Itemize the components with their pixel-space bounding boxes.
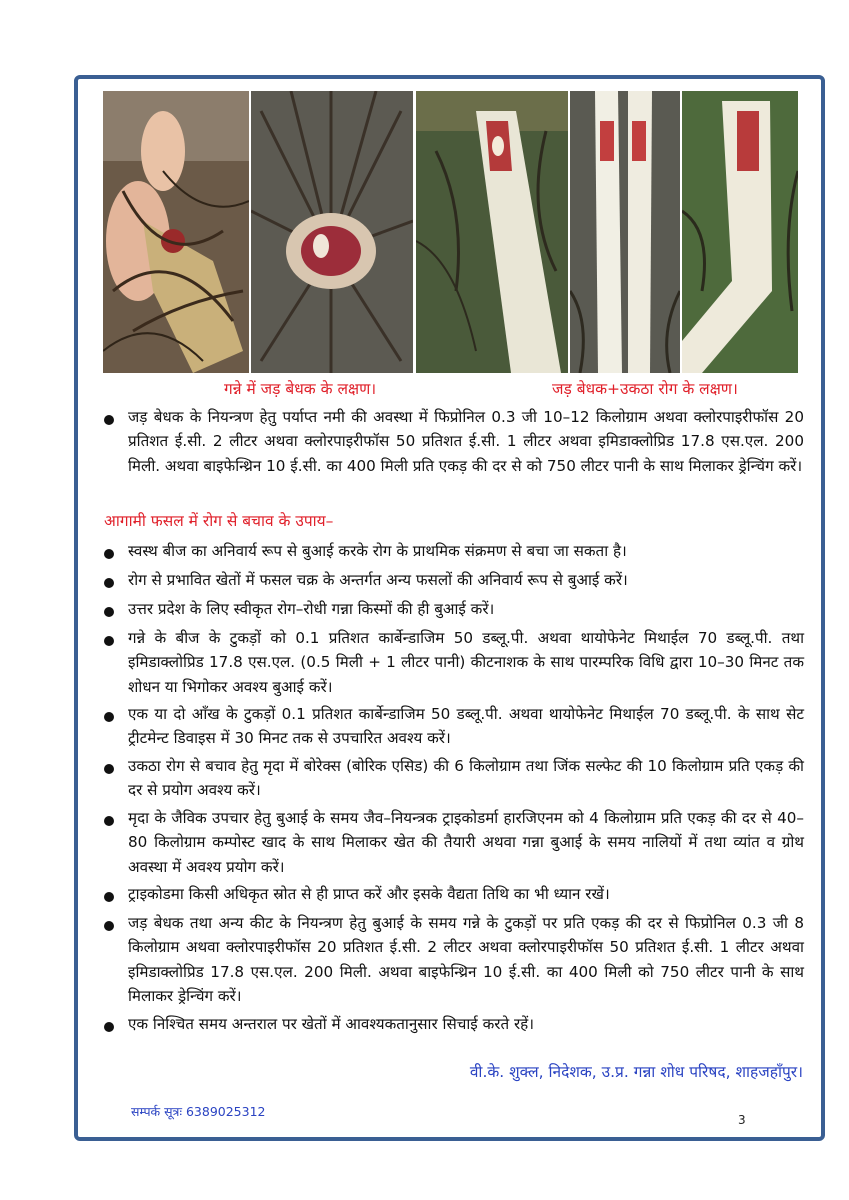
bullet-dot — [104, 578, 114, 588]
list-item: जड़ बेधक तथा अन्य कीट के नियन्त्रण हेतु बुआई के समय गन्ने के टुकड़ों पर प्रति एकड़ की दर से फिप्रोनिल 0.3 जी 8 किलोग्राम अथवा क्लोरपाइरीफॉस 20 प्रतिशत ई.सी. 2 लीटर अथवा क्लोरपाइरीफॉस 50 प्रतिशत ई.सी. 1 लीटर अथवा इमिडाक्लोप्रिड 17.8 एस.एल. 200 मिली. अथवा बाइफेन्थ्रिन 10 ई.सी. का 400 मिली को 750 लीटर पानी के साथ मिलाकर ड्रेन्चिंग करें। — [128, 914, 804, 1006]
photo-stalk-split-3 — [682, 91, 798, 373]
list-item: स्वस्थ बीज का अनिवार्य रूप से बुआई करके रोग के प्राथमिक संक्रमण से बचा जा सकता है। — [128, 542, 627, 560]
photo-stalk-split-1 — [416, 91, 568, 373]
caption-root-borer-wilt: जड़ बेधक+उकठा रोग के लक्षण। — [552, 380, 738, 398]
photo-root-borer-cross-section — [251, 91, 413, 373]
list-item: मृदा के जैविक उपचार हेतु बुआई के समय जैव–नियन्त्रक ट्राइकोडर्मा हारजिएनम को 4 किलोग्राम प्रति एकड़ की दर से 40–80 किलोग्राम कम्पोस्ट खाद के साथ मिलाकर खेत की तैयारी अथवा गन्ना बुआई के समय नालियों में तथा व्यांत व ग्रोथ अवस्था में अवश्य प्रयोग करें। — [128, 809, 804, 876]
bullet-dot — [104, 607, 114, 617]
contact-number: सम्पर्क सूत्रः 6389025312 — [131, 1104, 266, 1119]
photo-stalk-split-2 — [570, 91, 680, 373]
author-signature: वी.के. शुक्ल, निदेशक, उ.प्र. गन्ना शोध परिषद, शाहजहाँपुर। — [469, 1063, 803, 1081]
list-item: एक या दो आँख के टुकड़ों 0.1 प्रतिशत कार्बेन्डाजिम 50 डब्लू.पी. अथवा थायोफेनेट मिथाईल 70 डब्लू.पी. के साथ सेट ट्रीटमेन्ट डिवाइस में 30 मिनट तक से उपचारित अवश्य करें। — [128, 705, 804, 748]
bullet-dot — [104, 921, 114, 931]
bullet-dot — [104, 415, 114, 425]
list-item: ट्राइकोडमा किसी अधिकृत स्रोत से ही प्राप्त करें और इसके वैद्यता तिथि का भी ध्यान रखें। — [128, 885, 610, 903]
bullet-dot — [104, 1022, 114, 1032]
bullet-dot — [104, 549, 114, 559]
bullet-dot — [104, 764, 114, 774]
bullet-dot — [104, 892, 114, 902]
list-item: उकठा रोग से बचाव हेतु मृदा में बोरेक्स (बोरिक एसिड) की 6 किलोग्राम तथा जिंक सल्फेट की 10 किलोग्राम प्रति एकड़ की दर से प्रयोग अवश्य करें। — [128, 757, 804, 800]
section-heading: आगामी फसल में रोग से बचाव के उपाय– — [104, 512, 334, 530]
list-item: गन्ने के बीज के टुकड़ों को 0.1 प्रतिशत कार्बेन्डाजिम 50 डब्लू.पी. अथवा थायोफेनेट मिथाईल 70 डब्लू.पी. तथा इमिडाक्लोप्रिड 17.8 एस.एल. (0.5 मिली + 1 लीटर पानी) कीटनाशक के साथ पारम्परिक विधि द्वारा 10–30 मिनट तक शोधन या भिगोकर अवश्य बुआई करें। — [128, 629, 804, 696]
list-item: उत्तर प्रदेश के लिए स्वीकृत रोग–रोधी गन्ना किस्मों की ही बुआई करें। — [128, 600, 495, 618]
caption-root-borer: गन्ने में जड़ बेधक के लक्षण। — [224, 380, 377, 398]
photo-strip — [103, 91, 798, 373]
bullet-dot — [104, 816, 114, 826]
list-item: एक निश्चित समय अन्तराल पर खेतों में आवश्यकतानुसार सिचाई करते रहें। — [128, 1015, 534, 1033]
list-item: रोग से प्रभावित खेतों में फसल चक्र के अन्तर्गत अन्य फसलों की अनिवार्य रूप से बुआई करें। — [128, 571, 628, 589]
page-number: 3 — [738, 1113, 746, 1127]
intro-paragraph: जड़ बेधक के नियन्त्रण हेतु पर्याप्त नमी की अवस्था में फिप्रोनिल 0.3 जी 10–12 किलोग्राम अथवा क्लोरपाइरीफॉस 20 प्रतिशत ई.सी. 2 लीटर अथवा क्लोरपाइरीफॉस 50 प्रतिशत ई.सी. 1 लीटर अथवा इमिडाक्लोप्रिड 17.8 एस.एल. 200 मिली. अथवा बाइफेन्थ्रिन 10 ई.सी. का 400 मिली प्रति एकड़ की दर से को 750 लीटर पानी के साथ मिलाकर ड्रेन्चिंग करें। — [128, 408, 804, 475]
photo-root-borer-hand — [103, 91, 249, 373]
bullet-dot — [104, 712, 114, 722]
bullet-dot — [104, 636, 114, 646]
